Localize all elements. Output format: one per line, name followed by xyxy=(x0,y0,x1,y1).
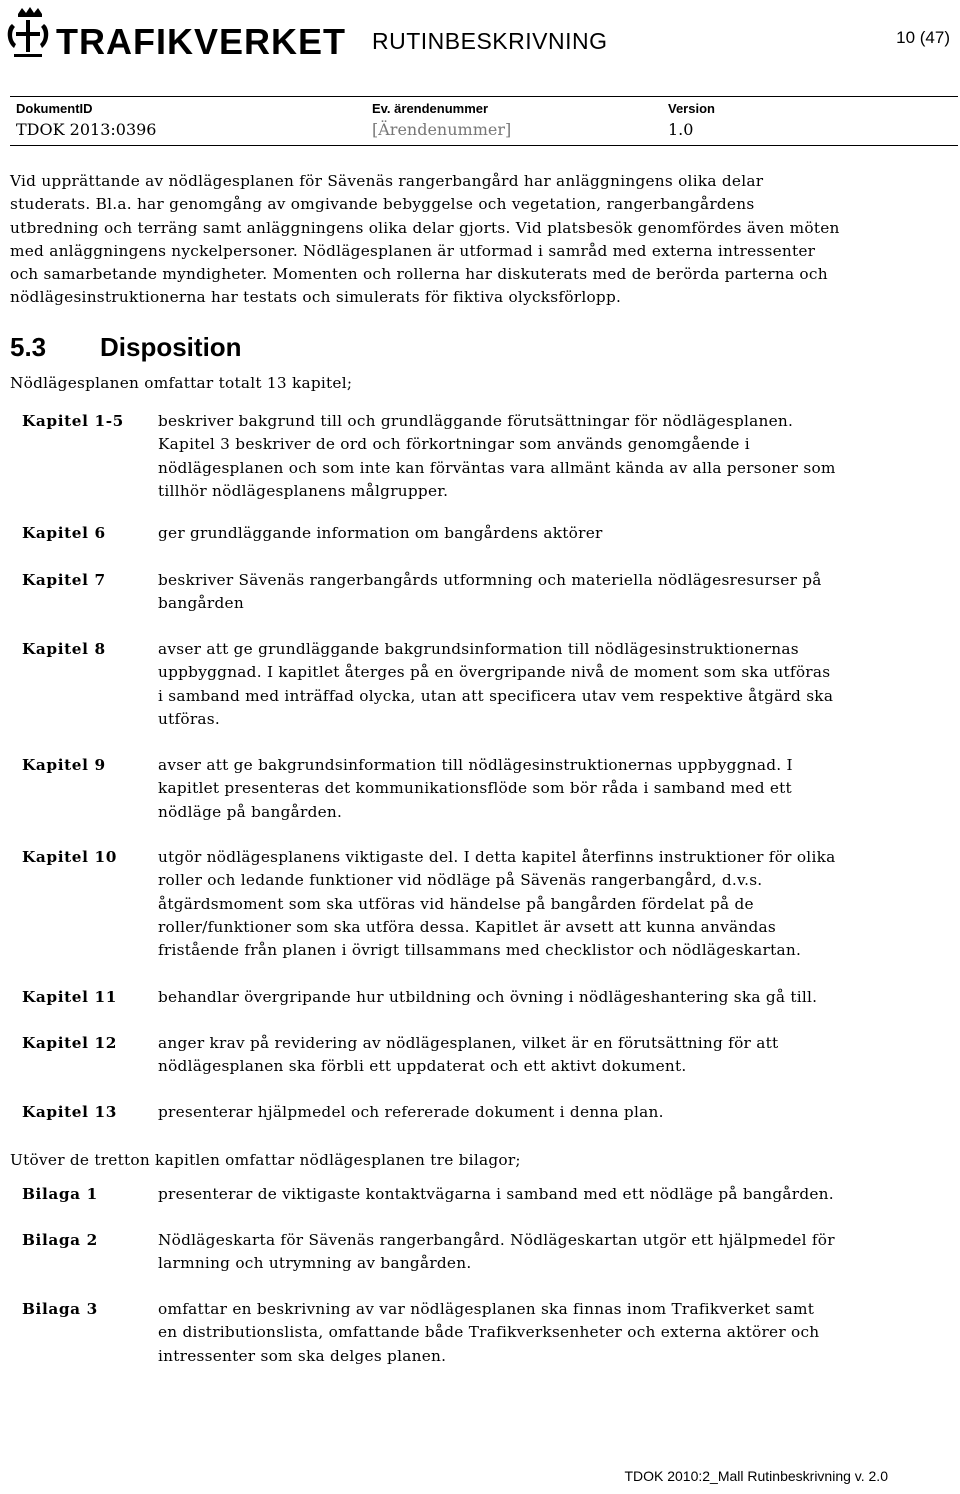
desc-line: anger krav på revidering av nödlägesplanen, vilket är en förutsättning för att xyxy=(158,1034,779,1052)
case-label: Ev. ärendenummer xyxy=(372,101,489,116)
chapter-description xyxy=(158,569,878,616)
section-lead: Nödlägesplanen omfattar totalt 13 kapitel; xyxy=(10,374,353,392)
desc-line: nödlägesplanen och som inte kan förväntas vara allmänt kända av alla personer som xyxy=(158,458,836,477)
desc-line: åtgärdsmoment som ska utföras vid händelse på bangården fördelat på de xyxy=(158,894,754,913)
desc-line: uppbyggnad. I kapitlet återges på en övergripande nivå de moment som ska utföras xyxy=(158,663,831,682)
intro-line: studerats. Bl.a. har genomgång av omgivande bebyggelse och vegetation, rangerbangårdens xyxy=(10,195,755,214)
appendix-label: Bilaga 1 xyxy=(22,1185,98,1203)
desc-line: nödlägesplanen ska förbli ett uppdaterat och ett aktivt dokument. xyxy=(158,1057,687,1076)
chapter-label: Kapitel 8 xyxy=(22,640,106,658)
desc-line: utgör nödlägesplanens viktigaste del. I detta kapitel återfinns instruktioner för olika xyxy=(158,848,836,866)
chapter-description xyxy=(158,754,878,824)
desc-line: fristående från planen i övrigt tillsammans med checklistor och nödlägeskartan. xyxy=(158,941,802,960)
page-number: 10 (47) xyxy=(896,28,950,47)
desc-line: en distributionslista, omfattande både Trafikverksenheter och externa aktörer och xyxy=(158,1323,820,1342)
chapter-label: Kapitel 13 xyxy=(22,1103,117,1121)
section-number: 5.3 xyxy=(10,332,47,362)
footer-template-id: TDOK 2010:2_Mall Rutinbeskrivning v. 2.0 xyxy=(624,1468,888,1484)
version-value: 1.0 xyxy=(668,120,694,139)
desc-line: i samband med inträffad olycka, utan att specificera utav vem respektive åtgärd ska xyxy=(158,686,834,705)
chapter-description xyxy=(158,410,878,503)
section-title: Disposition xyxy=(100,332,242,362)
desc-line: presenterar de viktigaste kontaktvägarna i samband med ett nödläge på bangården. xyxy=(158,1185,834,1203)
appendix-description xyxy=(158,1183,878,1206)
desc-line: beskriver Sävenäs rangerbangårds utformning och materiella nödlägesresurser på xyxy=(158,571,822,589)
appendix-label: Bilaga 3 xyxy=(22,1300,98,1318)
desc-line: roller och ledande funktioner vid nödläge på Sävenäs rangerbangård, d.v.s. xyxy=(158,871,763,890)
desc-line: nödläge på bangården. xyxy=(158,802,343,821)
chapter-label: Kapitel 9 xyxy=(22,756,106,774)
desc-line: utföras. xyxy=(158,709,221,728)
desc-line: tillhör nödlägesplanens målgrupper. xyxy=(158,481,449,500)
intro-line: Vid upprättande av nödlägesplanen för Sävenäs rangerbangård har anläggningens olika delar xyxy=(10,172,764,190)
desc-line: roller/funktioner som ska utföra dessa. Kapitlet är avsett att kunna användas xyxy=(158,917,777,936)
intro-line: och samarbetande myndigheter. Momenten och rollerna har diskuterats med de berörda parterna och xyxy=(10,265,828,284)
appendix-lead: Utöver de tretton kapitlen omfattar nödlägesplanen tre bilagor; xyxy=(10,1151,521,1169)
desc-line: bangården xyxy=(158,594,244,613)
section-heading xyxy=(10,330,242,364)
docid-label: DokumentID xyxy=(16,101,93,116)
desc-line: avser att ge grundläggande bakgrundsinformation till nödlägesinstruktionernas xyxy=(158,640,799,658)
crown-emblem-icon xyxy=(4,4,52,60)
case-value: [Ärendenummer] xyxy=(372,120,512,139)
chapter-description xyxy=(158,986,878,1009)
chapter-description xyxy=(158,846,878,962)
intro-line: med anläggningens nyckelpersoner. Nödlägesplanen är utformad i samråd med externa intressenter xyxy=(10,241,816,260)
logo-wordmark: TRAFIKVERKET xyxy=(56,21,346,62)
chapter-label: Kapitel 11 xyxy=(22,988,117,1006)
desc-line: presenterar hjälpmedel och refererade dokument i denna plan. xyxy=(158,1103,664,1121)
intro-line: nödlägesinstruktionerna har testats och simulerats för fiktiva olycksförlopp. xyxy=(10,288,622,307)
appendix-description xyxy=(158,1298,878,1368)
appendix-label: Bilaga 2 xyxy=(22,1231,98,1249)
desc-line: beskriver bakgrund till och grundläggande förutsättningar för nödlägesplanen. xyxy=(158,412,794,430)
chapter-description xyxy=(158,1032,878,1079)
chapter-label: Kapitel 6 xyxy=(22,524,106,542)
chapter-label: Kapitel 1-5 xyxy=(22,412,124,430)
desc-line: avser att ge bakgrundsinformation till nödlägesinstruktionernas uppbyggnad. I xyxy=(158,756,793,774)
desc-line: Nödlägeskarta för Sävenäs rangerbangård. Nödlägeskartan utgör ett hjälpmedel för xyxy=(158,1231,835,1249)
desc-line: behandlar övergripande hur utbildning och övning i nödlägeshantering ska gå till. xyxy=(158,988,818,1006)
meta-version xyxy=(668,97,715,141)
chapter-label: Kapitel 10 xyxy=(22,848,117,866)
meta-docid xyxy=(16,97,156,141)
appendix-description xyxy=(158,1229,878,1276)
chapter-description xyxy=(158,638,878,731)
chapter-description xyxy=(158,1101,878,1124)
intro-line: utbredning och terräng samt anläggningens olika delar gjorts. Vid platsbesök genomfördes även möten xyxy=(10,218,840,237)
desc-line: larmning och utrymning av bangården. xyxy=(158,1254,472,1273)
docid-value: TDOK 2013:0396 xyxy=(16,120,157,139)
chapter-label: Kapitel 12 xyxy=(22,1034,117,1052)
intro-paragraph xyxy=(10,170,954,310)
desc-line: Kapitel 3 beskriver de ord och förkortningar som används genomgående i xyxy=(158,435,750,454)
document-meta-table xyxy=(10,96,958,146)
desc-line: omfattar en beskrivning av var nödlägesplanen ska finnas inom Trafikverket samt xyxy=(158,1300,815,1318)
trafikverket-logo xyxy=(4,4,346,62)
version-label: Version xyxy=(668,101,715,116)
document-type: RUTINBESKRIVNING xyxy=(372,28,608,54)
desc-line: kapitlet presenteras det kommunikationsflöde som bör råda i samband med ett xyxy=(158,779,792,798)
chapter-description xyxy=(158,522,878,545)
desc-line: ger grundläggande information om bangårdens aktörer xyxy=(158,524,603,542)
meta-case xyxy=(372,97,511,141)
chapter-label: Kapitel 7 xyxy=(22,571,106,589)
desc-line: intressenter som ska delges planen. xyxy=(158,1346,447,1365)
